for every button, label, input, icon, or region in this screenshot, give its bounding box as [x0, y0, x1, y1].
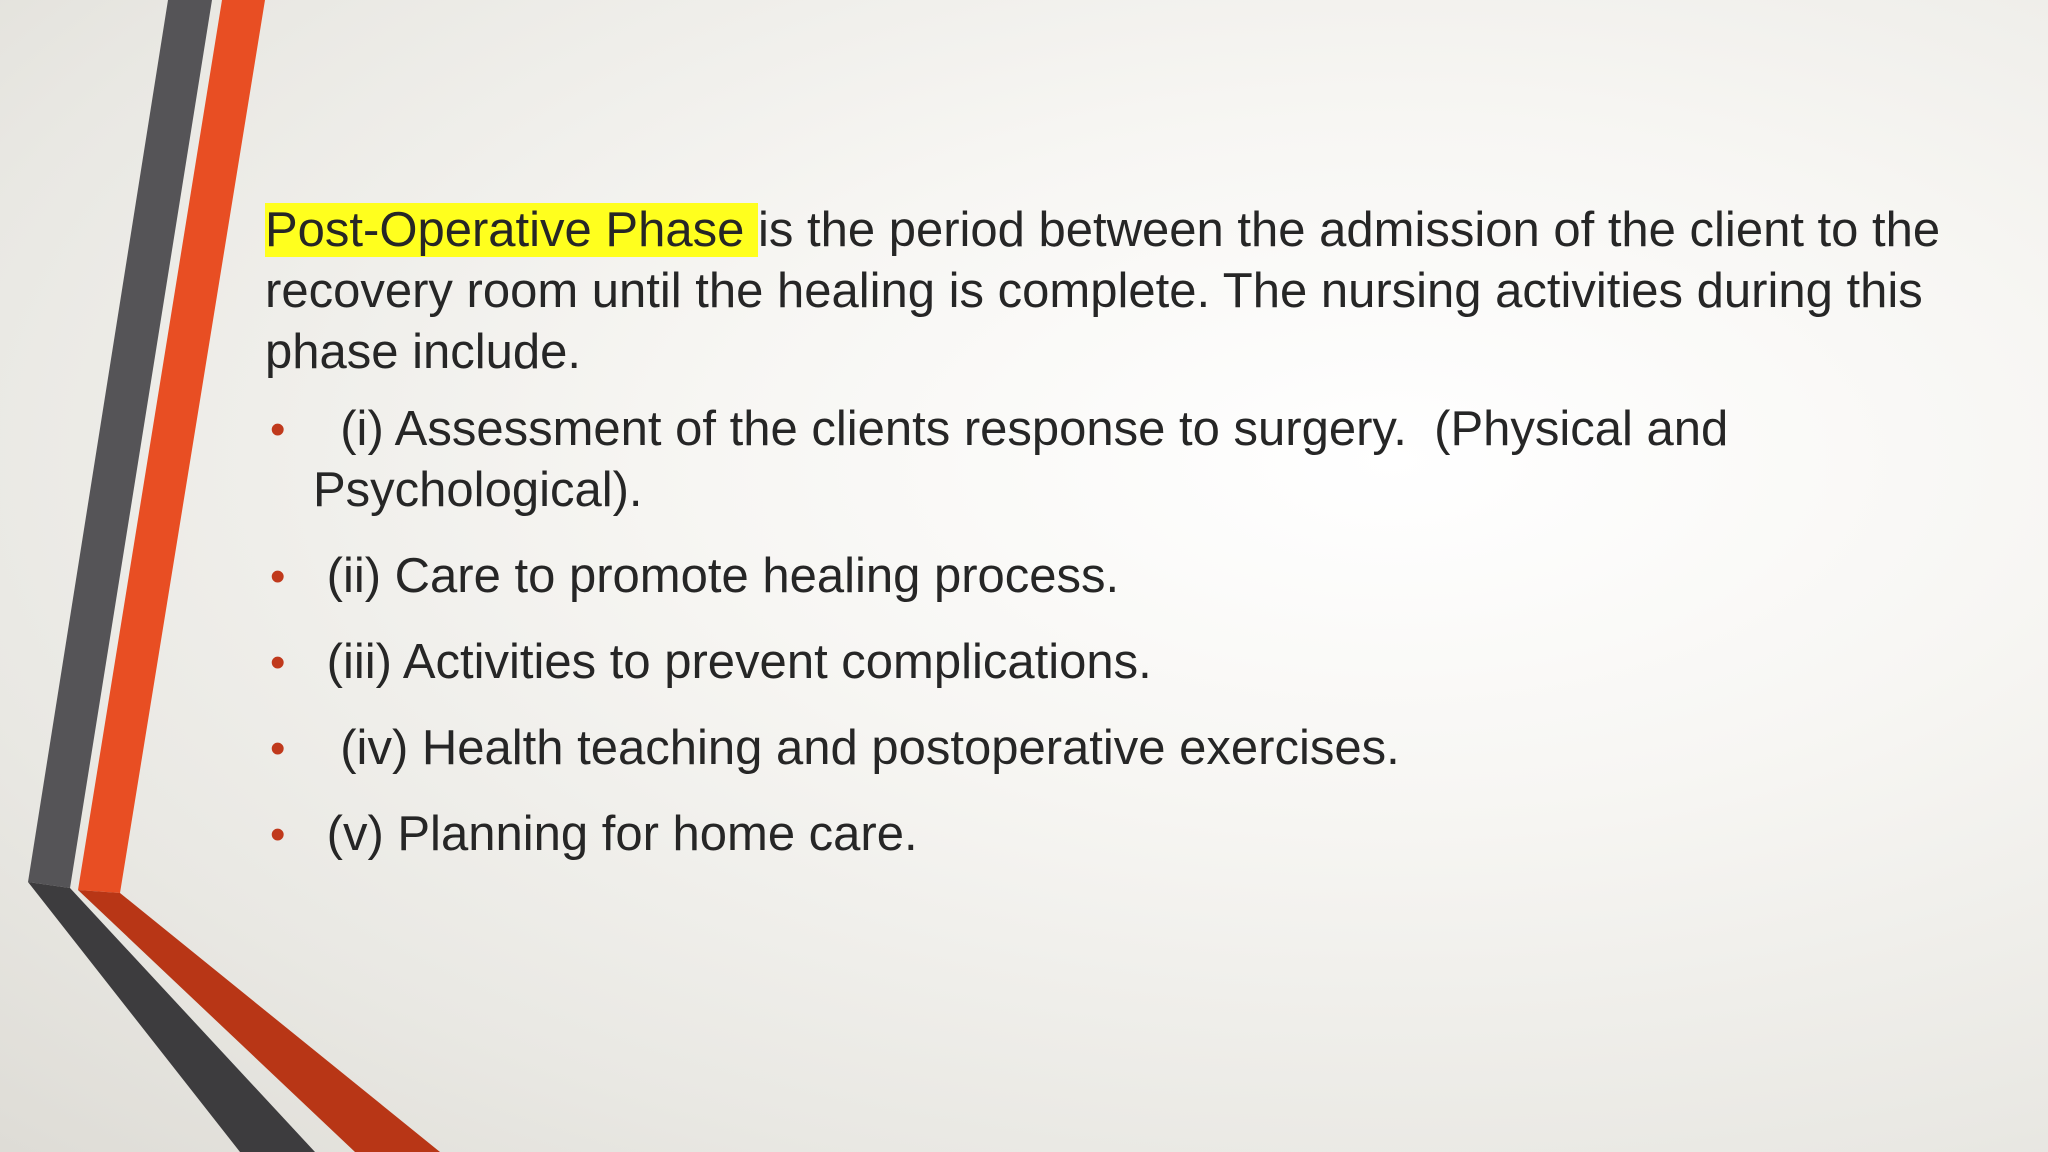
- list-item-text: (i) Assessment of the clients response to surgery. (Physical and Psychological).: [313, 402, 1742, 517]
- list-item: [265, 718, 1965, 779]
- bullet-dot-icon: •: [270, 638, 286, 687]
- bullet-list: [265, 399, 1965, 865]
- bullet-dot-icon: •: [270, 405, 286, 454]
- bullet-dot-icon: •: [270, 552, 286, 601]
- slide-content: [265, 200, 1965, 890]
- list-item: [265, 804, 1965, 865]
- list-item: [265, 632, 1965, 693]
- list-item-text: (iv) Health teaching and postoperative exercises.: [313, 721, 1400, 775]
- list-item-text: (v) Planning for home care.: [313, 807, 918, 861]
- list-item: [265, 546, 1965, 607]
- intro-paragraph: [265, 200, 1965, 383]
- list-item-text: (iii) Activities to prevent complications.: [313, 635, 1152, 689]
- bullet-dot-icon: •: [270, 810, 286, 859]
- bullet-dot-icon: •: [270, 724, 286, 773]
- highlighted-term: Post-Operative Phase: [265, 203, 758, 257]
- intro-text: is the period between the admission of the client to the recovery room until the healing is complete. The nursing activities during this phase include.: [265, 203, 1941, 379]
- list-item: [265, 399, 1965, 521]
- list-item-text: (ii) Care to promote healing process.: [313, 549, 1120, 603]
